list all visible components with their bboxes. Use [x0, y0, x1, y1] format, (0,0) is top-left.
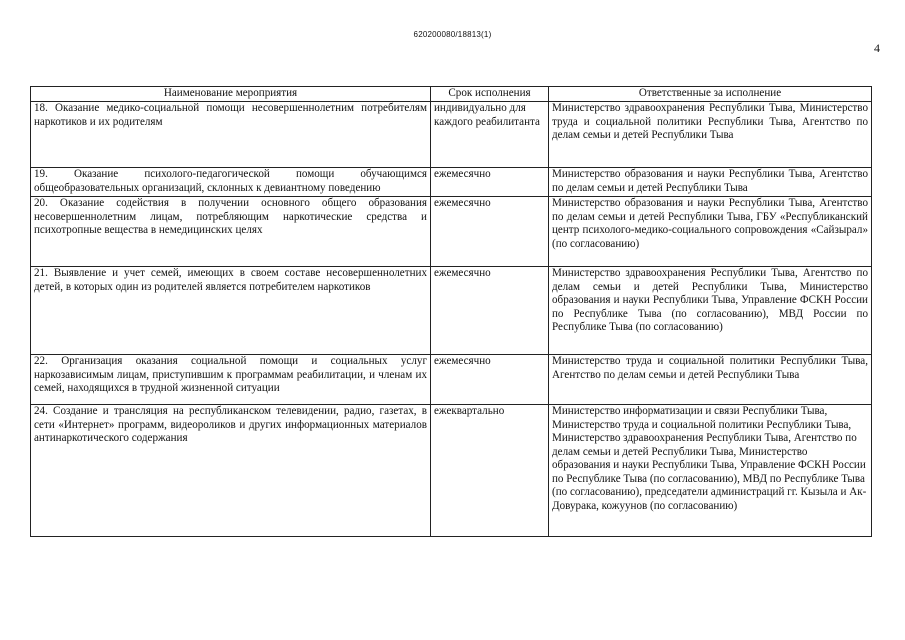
responsible-cell: Министерство информатизации и связи Республики Тыва, Министерство труда и социальной политики Республики Тыва, Министерство здравоохранения Республики Тыва, Агентство по делам семьи и детей Республики Тыва, Министерство образования и науки Республики Тыва, Управление ФСКН России по Республике Тыва (по согласованию), МВД по Республике Тыва (по согласованию), председатели администраций гг. Кызыла и Ак-Довурака, кожуунов (по согласованию)	[549, 405, 872, 537]
table-row	[31, 197, 872, 267]
header-deadline: Срок исполнения	[431, 87, 549, 102]
table-header-row	[31, 87, 872, 102]
deadline-cell: индивидуально для каждого реабилитанта	[431, 102, 549, 168]
deadline-cell: ежемесячно	[431, 168, 549, 197]
document-id-stamp: 620200080/18813(1)	[413, 30, 492, 39]
deadline-cell: ежемесячно	[431, 355, 549, 405]
deadline-cell: ежеквартально	[431, 405, 549, 537]
measures-table	[30, 86, 872, 537]
table-row	[31, 168, 872, 197]
event-name-cell: 24. Создание и трансляция на республиканском телевидении, радио, газетах, в сети «Интернет» программ, видеороликов и других информационных материалов антинаркотического содержания	[31, 405, 431, 537]
responsible-cell: Министерство труда и социальной политики Республики Тыва, Агентство по делам семьи и детей Республики Тыва	[549, 355, 872, 405]
table-row	[31, 102, 872, 168]
deadline-cell: ежемесячно	[431, 197, 549, 267]
responsible-cell: Министерство здравоохранения Республики Тыва, Агентство по делам семьи и детей Республики Тыва, Министерство образования и науки Республики Тыва, Управление ФСКН России по Республике Тыва (по согласованию), МВД России по Республике Тыва (по согласованию)	[549, 267, 872, 355]
header-event-name: Наименование мероприятия	[31, 87, 431, 102]
event-name-cell: 22. Организация оказания социальной помощи и социальных услуг наркозависимым лицам, приступившим к программам реабилитации, и членам их семей, находящихся в трудной жизненной ситуации	[31, 355, 431, 405]
deadline-cell: ежемесячно	[431, 267, 549, 355]
page-number: 4	[874, 41, 880, 55]
table-row	[31, 405, 872, 537]
responsible-cell: Министерство здравоохранения Республики Тыва, Министерство труда и социальной политики Республики Тыва, Агентство по делам семьи и детей Республики Тыва	[549, 102, 872, 168]
event-name-cell: 19. Оказание психолого-педагогической помощи обучающимся общеобразовательных организаций, склонных к девиантному поведению	[31, 168, 431, 197]
table-row	[31, 355, 872, 405]
header-responsible: Ответственные за исполнение	[549, 87, 872, 102]
table-row	[31, 267, 872, 355]
responsible-cell: Министерство образования и науки Республики Тыва, Агентство по делам семьи и детей Республики Тыва, ГБУ «Республиканский центр психолого-медико-социального сопровождения «Сайзырал» (по согласованию)	[549, 197, 872, 267]
event-name-cell: 21. Выявление и учет семей, имеющих в своем составе несовершеннолетних детей, в которых один из родителей является потребителем наркотиков	[31, 267, 431, 355]
responsible-cell: Министерство образования и науки Республики Тыва, Агентство по делам семьи и детей Республики Тыва	[549, 168, 872, 197]
event-name-cell: 20. Оказание содействия в получении основного общего образования несовершеннолетним лицам, потребляющим наркотические средства и психотропные вещества в немедицинских целях	[31, 197, 431, 267]
event-name-cell: 18. Оказание медико-социальной помощи несовершеннолетним потребителям наркотиков и их родителям	[31, 102, 431, 168]
